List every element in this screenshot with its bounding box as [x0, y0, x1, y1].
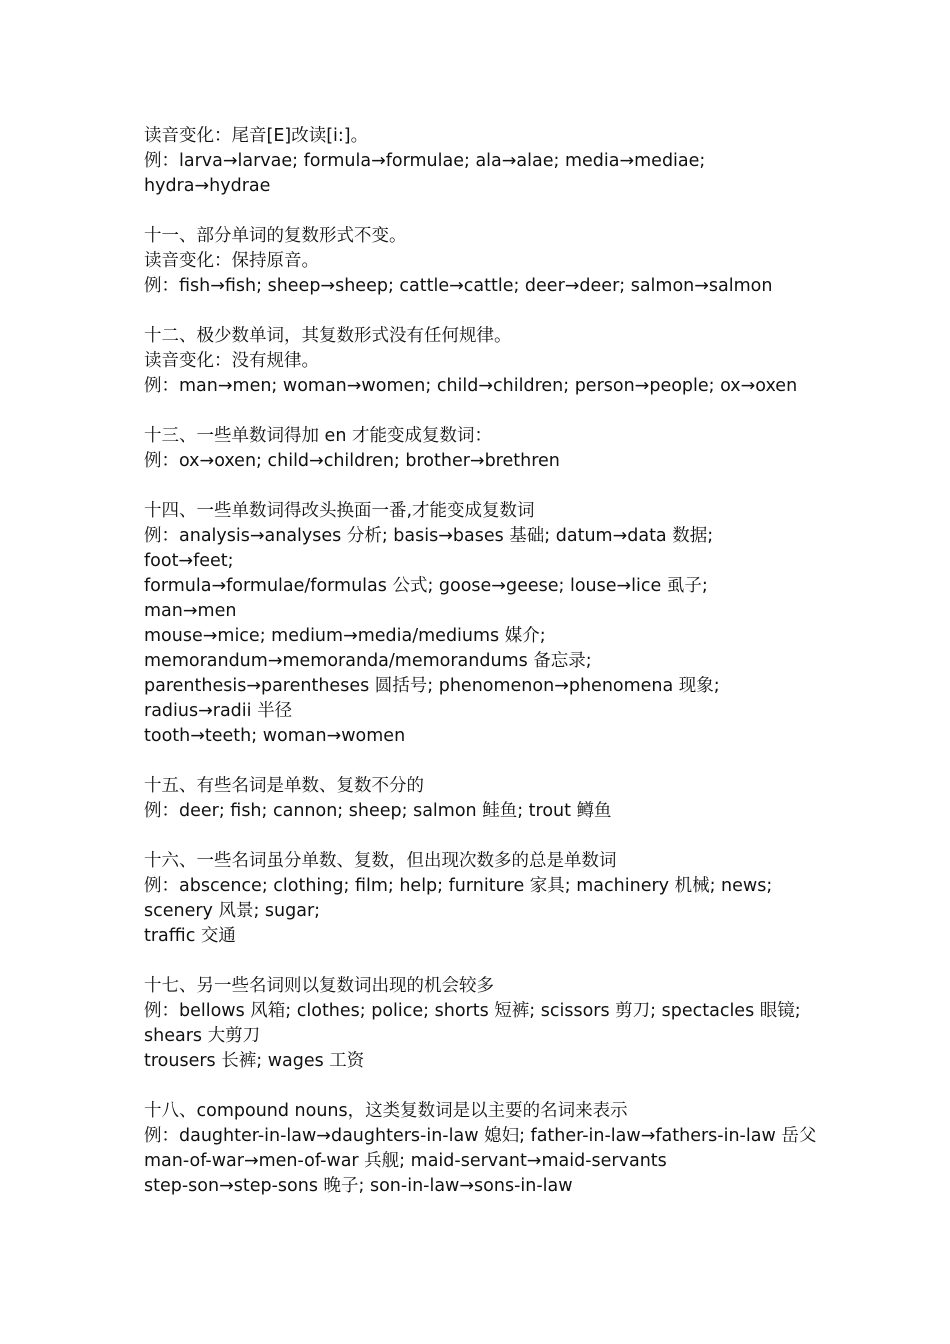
- text-line: man-of-war→men-of-war 兵舰; maid-servant→maid-servants: [144, 1151, 667, 1171]
- text-line: mouse→mice; medium→media/mediums 媒介;: [144, 626, 546, 646]
- document-page: [144, 124, 844, 1199]
- text-line: 例：bellows 风箱; clothes; police; shorts 短裤; scissors 剪刀; spectacles 眼镜;: [144, 1001, 801, 1021]
- text-line: 读音变化：没有规律。: [144, 351, 319, 371]
- text-line: tooth→teeth; woman→women: [144, 726, 406, 746]
- paragraph-gap: [144, 749, 844, 774]
- paragraph-gap: [144, 1074, 844, 1099]
- paragraph-gap: [144, 474, 844, 499]
- text-line: 例：ox→oxen; child→children; brother→brethren: [144, 451, 560, 471]
- section-heading: 十三、一些单数词得加 en 才能变成复数词：: [144, 426, 492, 446]
- paragraph-gap: [144, 949, 844, 974]
- text-line: shears 大剪刀: [144, 1026, 261, 1046]
- text-line: step-son→step-sons 晚子; son-in-law→sons-in-law: [144, 1176, 573, 1196]
- text-line: trousers 长裤; wages 工资: [144, 1051, 365, 1071]
- text-line: 例：fish→fish; sheep→sheep; cattle→cattle; deer→deer; salmon→salmon: [144, 276, 773, 296]
- text-line: scenery 风景; sugar;: [144, 901, 321, 921]
- text-line: hydra→hydrae: [144, 176, 271, 196]
- paragraph-gap: [144, 399, 844, 424]
- paragraph-gap: [144, 299, 844, 324]
- paragraph-gap: [144, 824, 844, 849]
- text-line: parenthesis→parentheses 圆括号; phenomenon→phenomena 现象;: [144, 676, 720, 696]
- text-line: traffic 交通: [144, 926, 236, 946]
- text-line: 例：daughter-in-law→daughters-in-law 媳妇; father-in-law→fathers-in-law 岳父: [144, 1126, 817, 1146]
- section-heading: 十六、一些名词虽分单数、复数，但出现次数多的总是单数词: [144, 851, 617, 871]
- section-heading: 十七、另一些名词则以复数词出现的机会较多: [144, 976, 494, 996]
- text-line: radius→radii 半径: [144, 701, 293, 721]
- paragraph-gap: [144, 199, 844, 224]
- text-line: 例：deer; fish; cannon; sheep; salmon 鲑鱼; trout 鳟鱼: [144, 801, 612, 821]
- text-line: foot→feet;: [144, 551, 234, 571]
- text-line: memorandum→memoranda/memorandums 备忘录;: [144, 651, 592, 671]
- text-line: man→men: [144, 601, 237, 621]
- text-line: 例：man→men; woman→women; child→children; person→people; ox→oxen: [144, 376, 798, 396]
- section-heading: 十一、部分单词的复数形式不变。: [144, 226, 407, 246]
- text-line: 例：analysis→analyses 分析; basis→bases 基础; datum→data 数据;: [144, 526, 714, 546]
- section-heading: 十五、有些名词是单数、复数不分的: [144, 776, 424, 796]
- text-line: 读音变化：保持原音。: [144, 251, 319, 271]
- text-line: formula→formulae/formulas 公式; goose→geese; louse→lice 虱子;: [144, 576, 708, 596]
- text-line: 例：larva→larvae; formula→formulae; ala→alae; media→mediae;: [144, 151, 706, 171]
- text-line: 读音变化：尾音[E]改读[i:]。: [144, 126, 369, 146]
- section-heading: 十二、极少数单词，其复数形式没有任何规律。: [144, 326, 512, 346]
- section-heading: 十四、一些单数词得改头换面一番,才能变成复数词: [144, 501, 535, 521]
- text-line: 例：abscence; clothing; film; help; furniture 家具; machinery 机械; news;: [144, 876, 773, 896]
- section-heading: 十八、compound nouns，这类复数词是以主要的名词来表示: [144, 1101, 628, 1121]
